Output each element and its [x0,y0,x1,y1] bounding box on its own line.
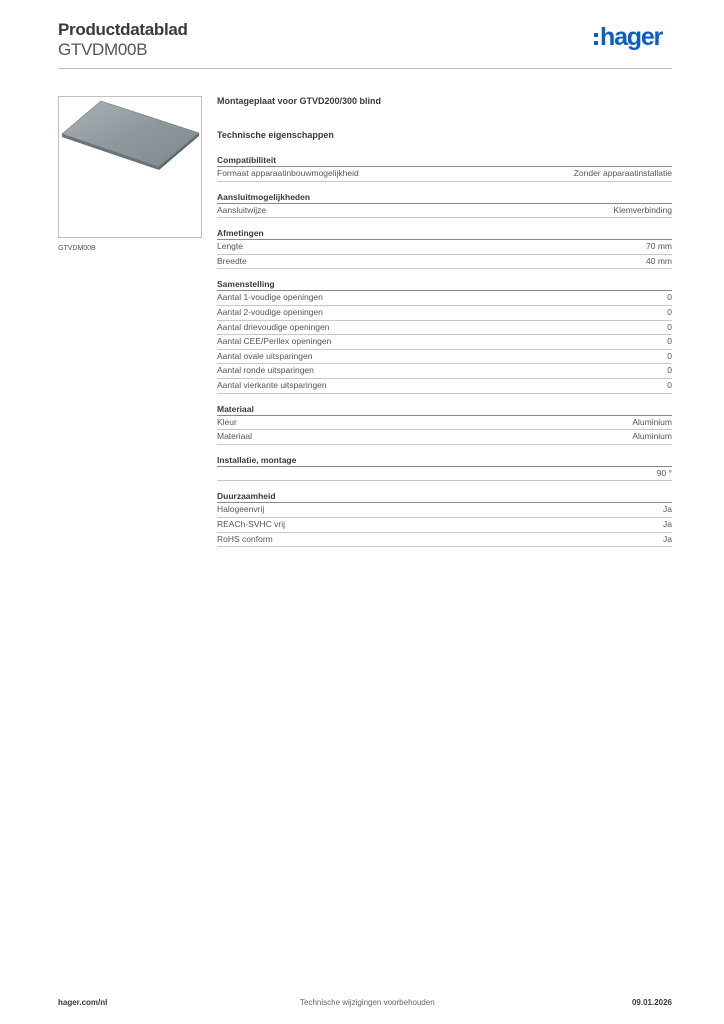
spec-value: 0 [667,336,672,347]
section-duurzaamheid [217,490,672,547]
spec-row [217,167,672,182]
spec-key: Aantal drievoudige openingen [217,321,330,332]
section-aansluitmogelijkheden [217,191,672,219]
spec-value: Ja [663,518,672,529]
product-image-caption: GTVDM00B [58,245,96,252]
spec-value: 70 mm [646,241,672,252]
section-title: Afmetingen [217,227,672,240]
spec-row [217,350,672,365]
spec-row [217,306,672,321]
spec-key: Aantal ovale uitsparingen [217,350,313,361]
section-title: Aansluitmogelijkheden [217,191,672,204]
spec-value: Zonder apparaatinstallatie [573,168,672,178]
header-divider [58,68,672,69]
footer-date: 09.01.2026 [631,998,672,1007]
spec-row [217,291,672,306]
spec-row [217,518,672,533]
hager-logo [594,25,662,49]
spec-value: Ja [663,504,672,515]
spec-row [217,467,672,482]
product-name: Montageplaat voor GTVD200/300 blind [217,96,382,106]
spec-value: 0 [667,379,672,390]
section-compatibiliteit [217,154,672,182]
spec-value: Aluminium [632,431,672,442]
spec-value: Aluminium [632,416,672,427]
spec-key: Aantal ronde uitsparingen [217,365,314,376]
spec-key: Aantal vierkante uitsparingen [217,379,327,390]
section-title: Duurzaamheid [217,490,672,503]
section-title: Materiaal [217,403,672,416]
section-title: Installatie, montage [217,454,672,467]
spec-row [217,379,672,394]
spec-value: Klemverbinding [613,204,672,215]
spec-key: REACh-SVHC vrij [217,518,286,529]
spec-value: 40 mm [646,255,672,266]
page-header [58,20,188,60]
spec-value: 0 [667,365,672,376]
document-title: Productdatablad [58,20,188,39]
section-samenstelling [217,278,672,393]
spec-content [217,95,672,556]
spec-row [217,335,672,350]
product-image [59,97,202,238]
spec-key: Breedte [217,255,247,266]
logo-text: hager [600,23,663,51]
spec-value: 0 [667,292,672,303]
spec-key: Kleur [217,416,237,427]
section-title: Samenstelling [217,278,672,291]
spec-key: Formaat apparaatinbouwmogelijkheid [217,168,359,178]
spec-row [217,321,672,336]
spec-row [217,204,672,219]
spec-row [217,364,672,379]
spec-key: Aantal 2-voudige openingen [217,306,323,317]
footer-website-link[interactable]: hager.com/nl [58,998,108,1007]
spec-key: Lengte [217,241,243,252]
section-installatie-montage [217,454,672,482]
spec-row [217,430,672,445]
spec-value: 0 [667,306,672,317]
footer-notice: Technische wijzigingen voorbehouden [300,998,435,1007]
product-code: GTVDM00B [58,40,148,59]
product-image-frame [58,96,202,238]
spec-key: Aantal CEE/Perilex openingen [217,336,332,347]
section-afmetingen [217,227,672,269]
spec-value: 90 ° [656,467,672,478]
spec-key: Aansluitwijze [217,204,267,215]
spec-value: 0 [667,321,672,332]
spec-row [217,503,672,518]
spec-row [217,533,672,548]
spec-key: Halogeenvrij [217,504,265,515]
spec-value: Ja [663,533,672,544]
spec-row [217,240,672,255]
spec-value: 0 [667,350,672,361]
tech-heading: Technische eigenschappen [217,130,334,140]
spec-key: Materiaal [217,431,252,442]
spec-row [217,255,672,270]
spec-row [217,416,672,431]
spec-key: RoHS conform [217,533,273,544]
logo-dots-icon [594,33,598,49]
spec-key: Aantal 1-voudige openingen [217,292,323,303]
section-title: Compatibiliteit [217,154,672,167]
section-materiaal [217,403,672,445]
